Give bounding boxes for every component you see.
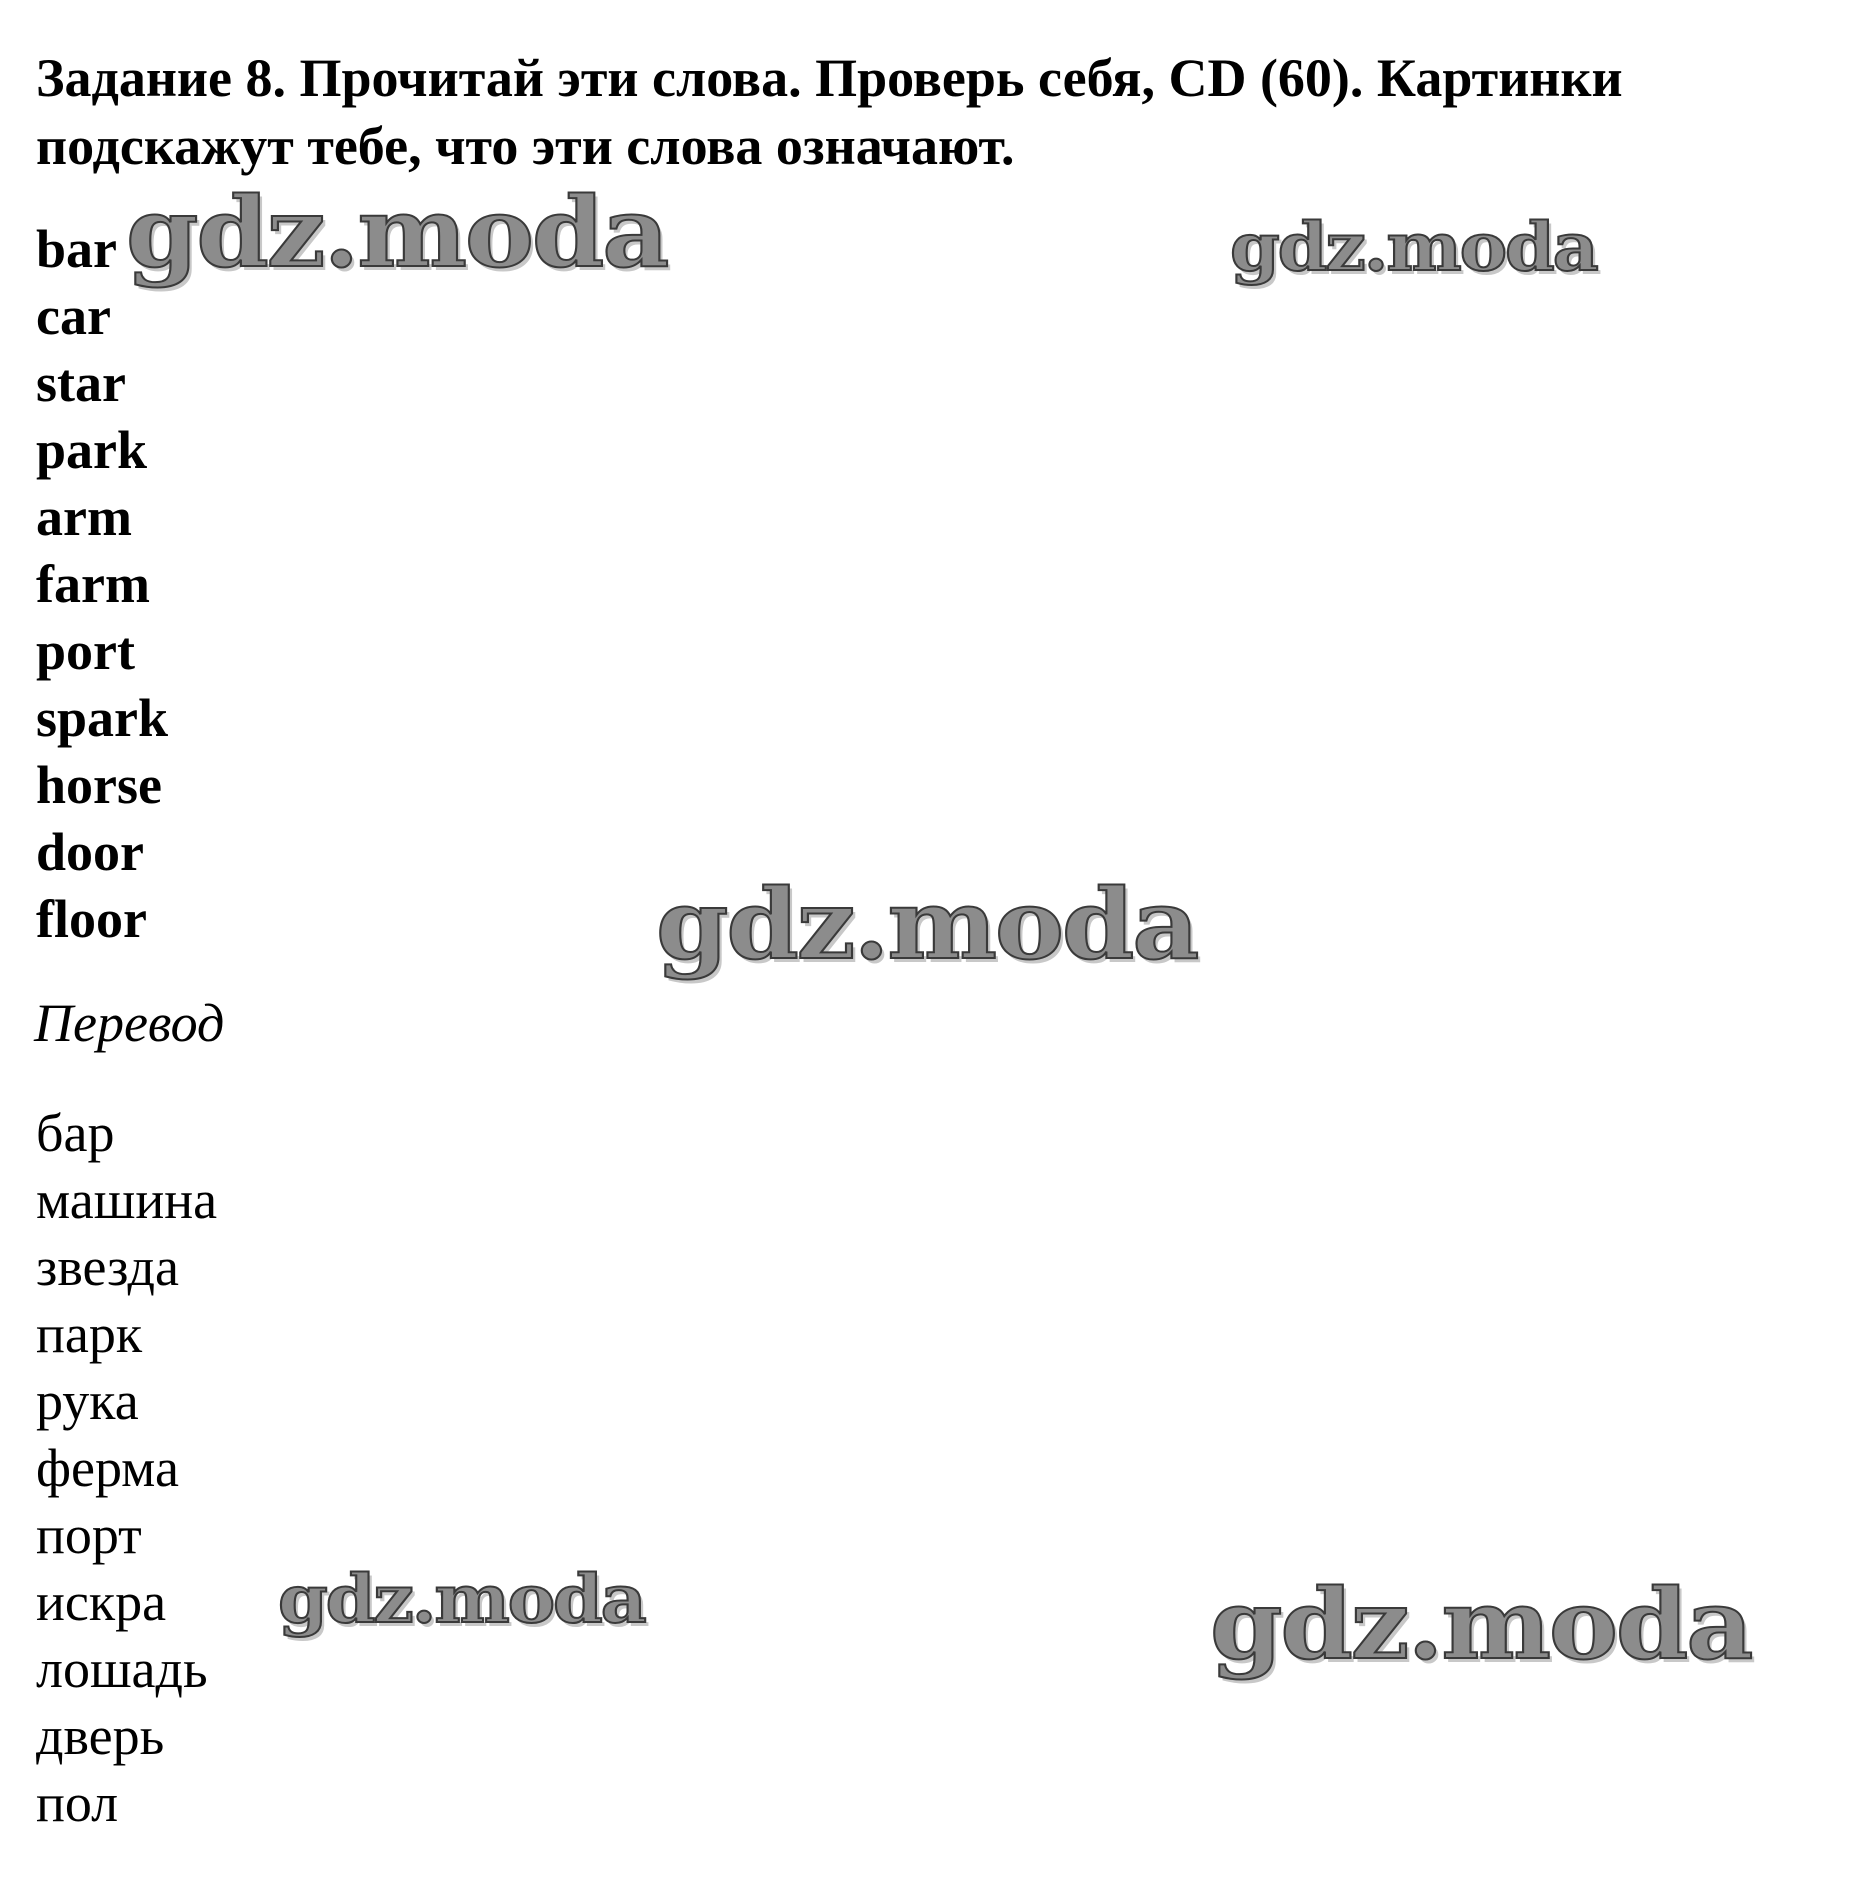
word-item: star (36, 353, 126, 413)
translation-list (36, 1100, 217, 1837)
task-heading-line-2: подскажут тебе, что эти слова означают. (36, 116, 1015, 176)
translation-item: бар (36, 1103, 115, 1163)
word-item: floor (36, 889, 147, 949)
translation-heading: Перевод (34, 993, 225, 1053)
translation-item: лошадь (36, 1639, 208, 1699)
word-item: door (36, 822, 144, 882)
translation-item: порт (36, 1505, 142, 1565)
word-item: arm (36, 487, 132, 547)
word-item: farm (36, 554, 150, 614)
translation-item: машина (36, 1170, 218, 1230)
task-heading-line-1: Задание 8. Прочитай эти слова. Проверь себя, CD (60). Картинки (36, 48, 1623, 108)
translation-item: ферма (36, 1438, 179, 1498)
watermark: gdz.moda (656, 868, 1198, 981)
watermark: gdz.moda (1210, 1568, 1752, 1681)
word-item: car (36, 286, 111, 346)
word-item: port (36, 621, 135, 681)
watermark: gdz.moda (1230, 208, 1597, 286)
translation-item: звезда (36, 1237, 179, 1297)
word-item: bar (36, 219, 117, 279)
watermark: gdz.moda (278, 1560, 645, 1638)
watermark: gdz.moda (126, 176, 668, 289)
translation-item: пол (36, 1773, 119, 1833)
translation-item: рука (36, 1371, 139, 1431)
task-heading (36, 44, 1836, 180)
word-item: park (36, 420, 148, 480)
english-word-list (36, 216, 168, 953)
translation-item: искра (36, 1572, 167, 1632)
translation-item: дверь (36, 1706, 165, 1766)
word-item: spark (36, 688, 169, 748)
word-item: horse (36, 755, 162, 815)
translation-item: парк (36, 1304, 143, 1364)
